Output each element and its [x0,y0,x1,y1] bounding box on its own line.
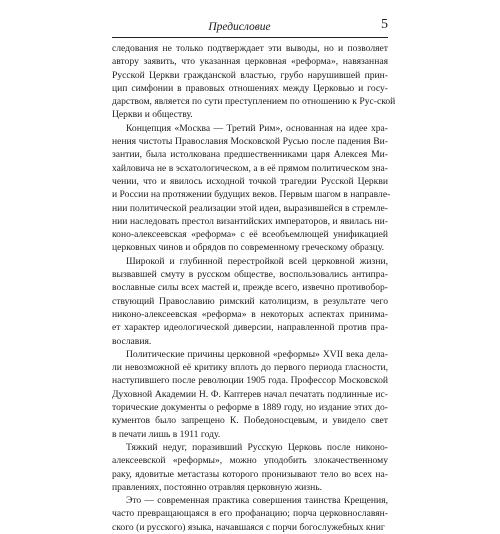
text-line: в печати лишь в 1911 году. [112,428,221,440]
paragraph [112,441,388,494]
text-line: ствующий Православию римский католицизм, в результате чего [112,295,388,307]
text-line: ет характер идеологической диверсии, направленной против пра- [112,322,388,334]
text-line: правлениях, постоянно отравляя церковную жизнь. [112,481,322,493]
text-line: и России на протяжении будущих веков. Первым шагом в направле- [112,189,391,201]
text-line: наступившего после революции 1905 года. Профессор Московской [112,375,388,387]
text-line: алексеевской «реформы», можно уподобить злокачественному [112,455,388,467]
text-line: автору заявить, что указанная церковная «реформа», навязанная [112,56,388,68]
text-line: раку, ядовитые метастазы которого пронизывают тело во всех на- [112,468,388,480]
text-line: ли невозможной её критику вплоть до первого периода гласности, [112,362,388,374]
text-line: никоно-алексеевская «реформа» в некоторых аспектах принима- [112,308,388,320]
header-rule [112,37,388,38]
text-line: вызвавшей смуту в русском обществе, воспользовались антипра- [112,269,388,281]
text-line: Широкой и глубинной перестройкой всей церковной жизни, [126,255,388,267]
paragraph [112,42,396,122]
running-head [112,19,388,37]
running-title: Предисловие [208,21,271,33]
text-line: ского (и русского) языка, начавшаяся с порчи богослужебных книг [112,521,385,533]
text-line: цип симфонии в правовых отношениях между Церковью и госу- [112,82,388,94]
text-line: следования не только подтверждает эти выводы, но и позволяет [112,43,388,54]
text-line: нии наследовать престол византийских императоров, и явилась ни- [112,215,388,227]
text-line: чении, что и явилось исходной точкой трагедии Русской Церкви [112,175,388,187]
text-line: церковных чинов и обрядов по современному греческому образцу. [112,242,385,254]
text-line: зантии, была истолкована предшественниками царя Алексея Ми- [112,149,388,161]
text-line: Церкви и обществу. [112,109,193,121]
text-line: коно-алексеевская «реформа» с её всеобъемлющей унификацией [112,229,388,241]
text-line: кументов было запрещено К. Победоносцевым, и увидело свет [112,415,388,427]
text-line: вославия. [112,335,152,347]
body-text [112,42,396,534]
text-line: Тяжкий недуг, поразивший Русскую Церковь после никоно- [126,441,388,453]
paragraph [112,348,388,441]
text-line: Это — современная практика совершения таинства Крещения, [126,495,388,507]
text-line: вославные силы всех мастей и, прежде всего, извечно противобор- [112,282,388,294]
text-line: хайловича не в эсхатологическом, а в её прямом политическом зна- [112,162,388,174]
text-line: торические документы о реформе в 1889 году, но издание этих до- [112,402,388,414]
text-line: дарством, является по сути преступлением по отношению к Рус-ской [112,96,396,108]
page-number: 5 [381,17,388,32]
text-line: Политические причины церковной «реформы» XVII века дела- [126,348,388,360]
paragraph [112,122,391,255]
text-line: часто превращающаяся в его профанацию; порча церковнославян- [112,508,388,520]
paragraph [112,255,388,348]
text-line: Концепция «Москва — Третий Рим», основанная на идее хра- [126,122,388,134]
text-line: Русской Церкви гражданской властью, грубо нарушившей прин- [112,69,388,81]
text-line: нии политической реализации этой идеи, выразившейся в стремле- [112,202,388,214]
text-line: Духовной Академии Н. Ф. Каптерев начал печатать подлинные ис- [112,388,388,400]
paragraph [112,494,388,534]
text-line: нения чистоты Православия Московской Русью после падения Ви- [112,136,388,148]
